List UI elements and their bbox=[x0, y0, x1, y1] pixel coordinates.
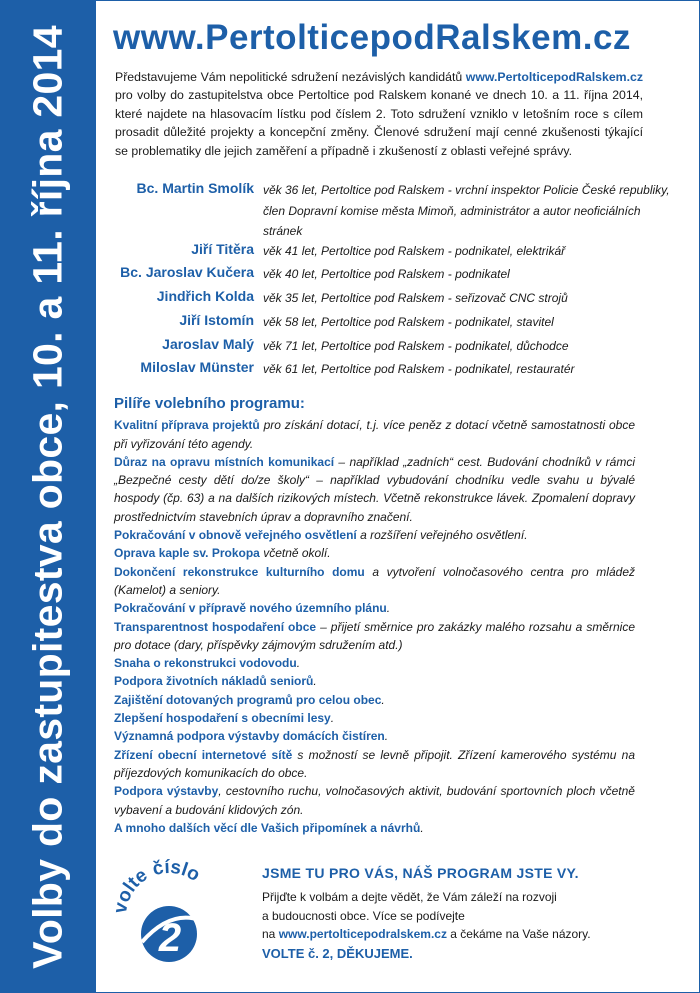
closing-line: Přijďte k volbám a dejte vědět, že Vám záleží na rozvoji bbox=[262, 890, 557, 905]
pillar-heading: Oprava kaple sv. Prokopa bbox=[114, 546, 260, 561]
candidate-description: věk 35 let, Pertoltice pod Ralskem - seřizovač CNC strojů bbox=[263, 291, 568, 305]
pillar-heading: Transparentnost hospodaření obce bbox=[114, 619, 317, 634]
pillar-heading: Významná podpora výstavby domácích čistíren bbox=[114, 729, 385, 744]
pillar-text: . bbox=[420, 820, 424, 835]
pillar-item bbox=[114, 691, 635, 709]
pillar-heading: Zajištění dotovaných programů pro celou obec bbox=[114, 692, 382, 707]
pillar-heading: Důraz na opravu místních komunikací bbox=[114, 454, 335, 469]
pillar-item bbox=[114, 453, 635, 526]
candidate-description: věk 41 let, Pertoltice pod Ralskem - podnikatel, elektrikář bbox=[263, 244, 566, 258]
pillar-item bbox=[114, 782, 635, 819]
pillar-item bbox=[114, 416, 635, 453]
closing-final: VOLTE č. 2, DĚKUJEME. bbox=[262, 946, 413, 962]
pillar-text: včetně okolí. bbox=[259, 546, 331, 561]
pillar-item bbox=[114, 672, 635, 690]
pillar-text: . bbox=[381, 692, 385, 707]
vote-number-logo bbox=[104, 850, 234, 980]
candidate-name: Jiří Titěra bbox=[191, 241, 254, 257]
closing-line: a budoucnosti obce. Více se podívejte bbox=[262, 908, 465, 923]
pillar-heading: A mnoho dalších věcí dle Vašich připomínek a návrhů bbox=[114, 820, 421, 835]
program-pillars bbox=[114, 395, 635, 837]
pillar-text: . bbox=[330, 711, 335, 726]
pillar-item bbox=[114, 819, 635, 837]
header-url[interactable]: www.PertolticepodRalskem.cz bbox=[113, 18, 631, 57]
pillar-text: pro získání dotací, t.j. více peněz z dotací včetně samostatnosti obce při vyřizování této agendy. bbox=[114, 418, 636, 451]
candidate-name: Jindřich Kolda bbox=[156, 288, 254, 304]
pillar-item bbox=[114, 727, 635, 745]
pillar-text: . bbox=[386, 601, 391, 616]
pillar-item bbox=[114, 654, 635, 672]
candidate-description: věk 36 let, Pertoltice pod Ralskem - vrchní inspektor Policie České republiky, člen Dopravní komise města Mimoň, administrátor a autor neoficiálních stránek bbox=[263, 183, 670, 238]
pillar-text: a vytvoření volnočasového centra pro mládež (Kamelot) a seniory. bbox=[114, 564, 635, 597]
side-banner-text: Volby do zastupitestva obce, 10. a 11. října 2014 bbox=[24, 25, 71, 969]
logo-arc-text bbox=[110, 857, 204, 915]
closing-block bbox=[262, 864, 662, 963]
pillar-heading: Zlepšení hospodaření s obecními lesy bbox=[114, 711, 331, 726]
intro-text-after: pro volby do zastupitelstva obce Pertoltice pod Ralskem konané ve dnech 10. a 11. října 2014, které najdete na hlasovacím lístku pod číslem 2. Toto sdružení vzniklo v letošním roce s cílem prosadit důležité projekty a koncepční změny. Členové sdružení mají cenné zkušenosti týkající se problematiky dle jejich zaměření a případně i zkušeností z oblasti veřejné správy. bbox=[115, 88, 643, 158]
pillar-heading: Pokračování v přípravě nového územního plánu bbox=[114, 601, 387, 616]
pillar-item bbox=[114, 746, 635, 783]
pillar-text: . bbox=[384, 729, 389, 744]
candidate-description: věk 40 let, Pertoltice pod Ralskem - podnikatel bbox=[263, 267, 510, 281]
candidate-name: Jaroslav Malý bbox=[162, 336, 254, 352]
pillar-text: – přijetí směrnice pro zakázky malého rozsahu a směrnice pro dotace (dary, příspěvky zájmovým sdružením atd.) bbox=[114, 619, 636, 652]
candidate-description: věk 71 let, Pertoltice pod Ralskem - podnikatel, důchodce bbox=[263, 339, 569, 353]
closing-link[interactable]: www.pertolticepodralskem.cz bbox=[278, 926, 447, 941]
intro-paragraph bbox=[115, 68, 643, 160]
pillar-text: . bbox=[296, 656, 301, 671]
pillar-item bbox=[114, 544, 635, 562]
pillar-heading: Podpora životních nákladů seniorů bbox=[114, 674, 314, 689]
pillar-text: s možností se levně připojit. Zřízení kamerového systému na příjezdových komunikacích do obce. bbox=[114, 747, 635, 780]
logo-word-volte: volte bbox=[109, 864, 152, 915]
candidate-name: Bc. Martin Smolík bbox=[136, 180, 254, 196]
pillars-title: Pilíře volebního programu: bbox=[114, 395, 305, 412]
side-banner bbox=[0, 0, 96, 993]
pillar-item bbox=[114, 563, 635, 600]
candidate-name: Bc. Jaroslav Kučera bbox=[120, 264, 254, 280]
closing-text: a čekáme na Vaše názory. bbox=[446, 926, 591, 941]
pillar-heading: Dokončení rekonstrukce kulturního domu bbox=[114, 564, 365, 579]
candidate-description: věk 58 let, Pertoltice pod Ralskem - podnikatel, stavitel bbox=[263, 315, 554, 329]
pillar-text: . bbox=[313, 674, 317, 689]
pillar-item bbox=[114, 618, 635, 655]
pillar-heading: Podpora výstavby bbox=[114, 784, 219, 799]
pillar-item bbox=[114, 709, 635, 727]
pillar-heading: Zřízení obecní internetové sítě bbox=[114, 747, 293, 762]
candidate-name: Miloslav Münster bbox=[140, 359, 254, 375]
closing-text: na bbox=[262, 926, 279, 941]
candidate-description: věk 61 let, Pertoltice pod Ralskem - podnikatel, restauratér bbox=[263, 362, 575, 376]
closing-line bbox=[262, 925, 662, 943]
intro-text-before: Představujeme Vám nepolitické sdružení nezávislých kandidátů bbox=[115, 70, 466, 84]
pillar-text: – například „zadních“ cest. Budování chodníků v rámci „Bezpečné cesty dětí do/ze školy“ – například vybudování chodníku vedle svahu u bývalé hospody (čp. 63) a na dalších rizikových místech. Včetně rekonstrukce lávek. Zpomalení dopravy prostřednictvím stavebních úprav a dopravního značení. bbox=[114, 454, 635, 524]
pillar-item bbox=[114, 599, 635, 617]
candidate-name: Jiří Istomín bbox=[179, 312, 254, 328]
logo-word-cislo: číslo bbox=[150, 856, 204, 886]
closing-headline: JSME TU PRO VÁS, NÁŠ PROGRAM JSTE VY. bbox=[262, 865, 579, 881]
intro-link[interactable]: www.PertolticepodRalskem.cz bbox=[465, 70, 643, 84]
pillar-item bbox=[114, 526, 635, 544]
pillar-heading: Pokračování v obnově veřejného osvětlení bbox=[114, 528, 357, 543]
pillar-text: a rozšíření veřejného osvětlení. bbox=[356, 528, 528, 543]
logo-number: 2 bbox=[158, 916, 182, 960]
pillar-heading: Snaha o rekonstrukci vodovodu bbox=[114, 656, 297, 671]
pillar-text: , cestovního ruchu, volnočasových aktivit, budování sportovních ploch včetně vybavení a budování klidových zón. bbox=[114, 784, 635, 817]
pillar-heading: Kvalitní příprava projektů bbox=[114, 418, 260, 433]
